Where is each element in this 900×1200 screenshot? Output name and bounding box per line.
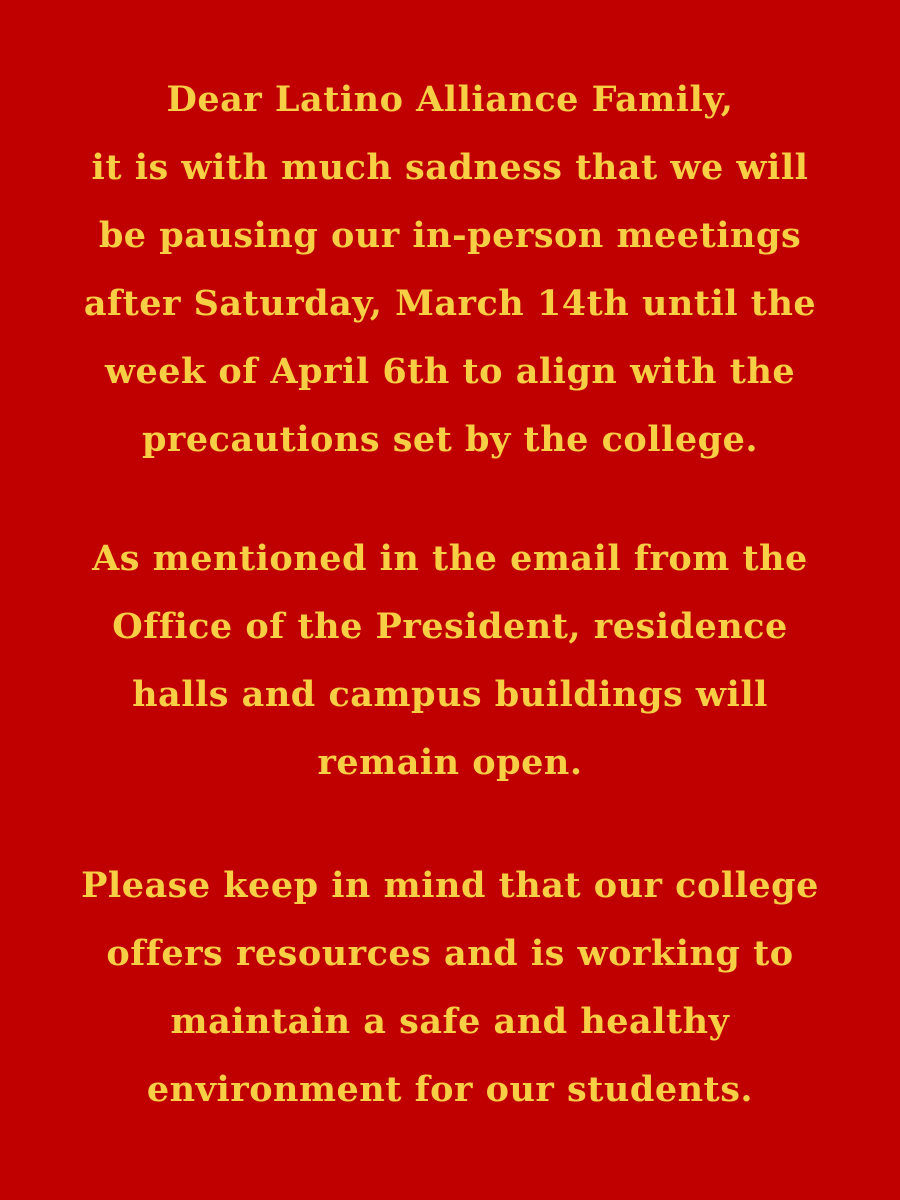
text-line: precautions set by the college. bbox=[141, 419, 759, 460]
text-line: be pausing our in-person meetings bbox=[98, 215, 802, 256]
text-line: Please keep in mind that our college bbox=[81, 865, 819, 906]
greeting-paragraph bbox=[0, 66, 900, 474]
text-line: week of April 6th to align with the bbox=[104, 351, 796, 392]
text-line: after Saturday, March 14th until the bbox=[83, 283, 817, 324]
text-line: environment for our students. bbox=[146, 1069, 754, 1110]
text-line: maintain a safe and healthy bbox=[170, 1001, 730, 1042]
text-line: it is with much sadness that we will bbox=[91, 147, 809, 188]
text-line: remain open. bbox=[317, 742, 583, 783]
text-line: halls and campus buildings will bbox=[132, 674, 768, 715]
campus-status-paragraph bbox=[0, 525, 900, 797]
resources-paragraph bbox=[0, 852, 900, 1124]
text-line: Dear Latino Alliance Family, bbox=[166, 79, 734, 120]
text-line: Office of the President, residence bbox=[112, 606, 788, 647]
text-line: offers resources and is working to bbox=[106, 933, 794, 974]
text-line: As mentioned in the email from the bbox=[92, 538, 808, 579]
